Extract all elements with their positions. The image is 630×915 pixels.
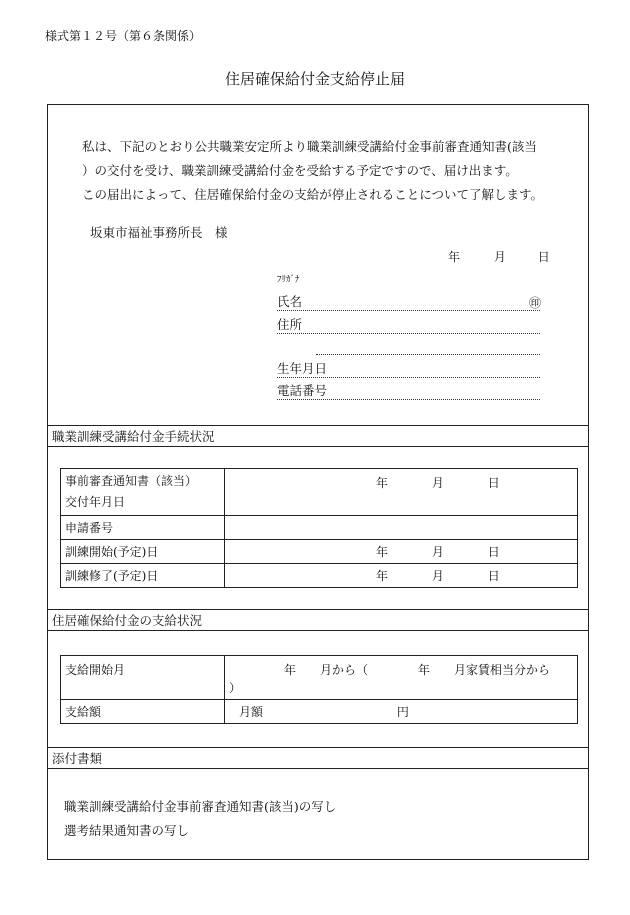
phone-label: 電話番号 [277, 383, 328, 398]
table-row [61, 700, 578, 724]
training-start-value[interactable]: 年 月 日 [225, 540, 578, 564]
date-month: 月 [493, 250, 506, 264]
table-row [61, 469, 578, 516]
intro-line-2: ）の交付を受け、職業訓練受講給付金を受給する予定ですので、届け出ます。 [82, 163, 518, 178]
payment-amount-value[interactable]: 月額 円 [225, 700, 578, 724]
form-frame [47, 104, 589, 860]
attachment-list [64, 795, 336, 843]
payment-start-label: 支給開始月 [61, 656, 225, 700]
payment-start-value[interactable]: 年 月から（ 年 月家賃相当分から ） [225, 656, 578, 700]
birthdate-label: 生年月日 [277, 361, 328, 376]
section-heading-attachments: 添付書類 [48, 747, 588, 769]
furigana-label: ﾌﾘｶﾞﾅ [277, 275, 300, 285]
application-number-value[interactable] [225, 516, 578, 540]
intro-text [82, 135, 582, 207]
document-title: 住居確保給付金支給停止届 [224, 70, 405, 88]
seal-mark: ㊞ [529, 296, 542, 310]
address-field-line-2[interactable] [316, 337, 540, 355]
notice-issue-date-label: 事前審査通知書（該当） 交付年月日 [61, 469, 225, 516]
list-item: 選考結果通知書の写し [64, 823, 190, 838]
notice-issue-date-value[interactable]: 年 月 日 [225, 469, 578, 516]
form-number: 様式第１２号（第６条関係） [45, 29, 202, 43]
name-label: 氏名 [277, 294, 303, 309]
address-field[interactable] [277, 316, 540, 334]
training-end-label: 訓練修了(予定)日 [61, 564, 225, 588]
training-status-table [60, 468, 578, 588]
table-row [61, 656, 578, 700]
date-day: 日 [537, 250, 550, 264]
table-row [61, 540, 578, 564]
name-field[interactable] [277, 293, 540, 311]
training-end-value[interactable]: 年 月 日 [225, 564, 578, 588]
date-year: 年 [448, 250, 461, 264]
payment-amount-label: 支給額 [61, 700, 225, 724]
submission-date[interactable] [448, 248, 550, 265]
section-heading-payment: 住居確保給付金の支給状況 [48, 609, 588, 631]
intro-line-1: 私は、下記のとおり公共職業安定所より職業訓練受講給付金事前審査通知書(該当 [82, 139, 537, 154]
birthdate-field[interactable] [277, 360, 540, 378]
address-label: 住所 [277, 317, 303, 332]
table-row [61, 564, 578, 588]
section-heading-training: 職業訓練受講給付金手続状況 [48, 425, 588, 447]
payment-status-table [60, 655, 578, 724]
training-start-label: 訓練開始(予定)日 [61, 540, 225, 564]
intro-line-3: この届出によって、住居確保給付金の支給が停止されることについて了解します。 [82, 187, 544, 202]
list-item: 職業訓練受講給付金事前審査通知書(該当)の写し [64, 799, 337, 814]
table-row [61, 516, 578, 540]
addressee: 坂東市福祉事務所長 様 [90, 225, 228, 240]
phone-field[interactable] [277, 382, 540, 400]
application-number-label: 申請番号 [61, 516, 225, 540]
